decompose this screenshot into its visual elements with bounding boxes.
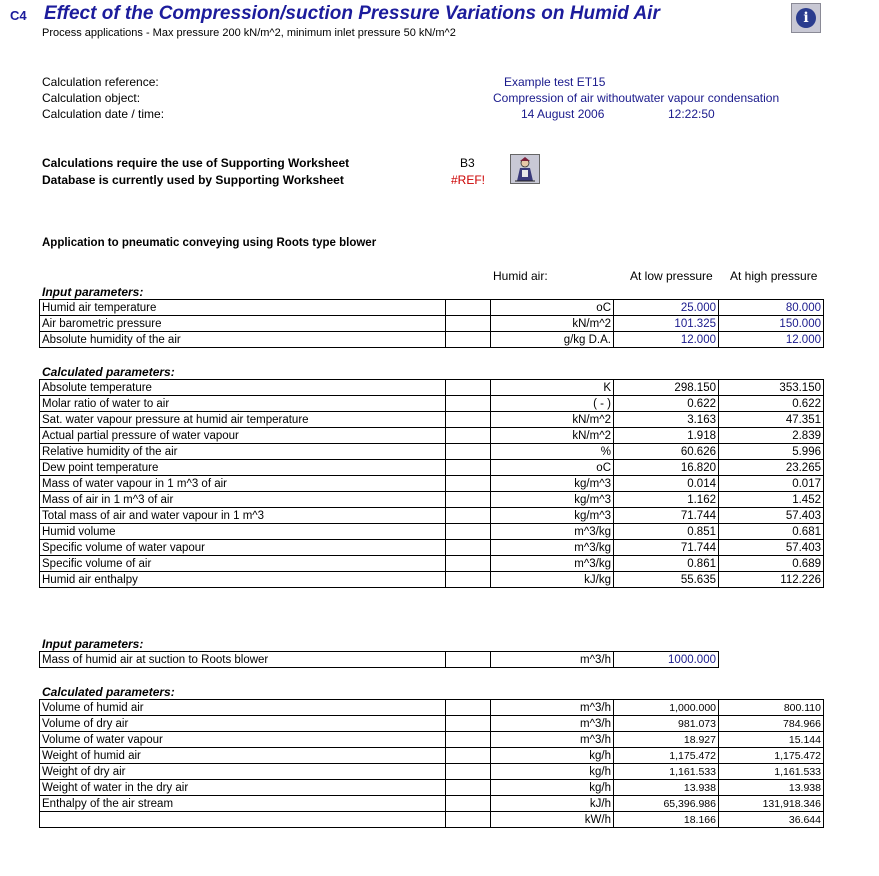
table-row: [40, 412, 824, 428]
value-low-pressure: 1,175.472: [614, 748, 719, 764]
value-low-pressure: 981.073: [614, 716, 719, 732]
table-row: [40, 460, 824, 476]
value-high-pressure: 2.839: [719, 428, 824, 444]
row-spacer: [446, 444, 491, 460]
row-unit: m^3/h: [491, 652, 614, 668]
calc-object-value[interactable]: Compression of air withoutwater vapour condensation: [493, 91, 780, 105]
value-low-pressure: 1.918: [614, 428, 719, 444]
row-label: Humid air enthalpy: [40, 572, 446, 588]
table-row: [40, 444, 824, 460]
table-row: [40, 396, 824, 412]
row-label: Volume of dry air: [40, 716, 446, 732]
calc-ref-label: Calculation reference:: [42, 75, 159, 89]
input-table-2: [39, 651, 719, 668]
table-row: [40, 428, 824, 444]
value-low-pressure: 0.861: [614, 556, 719, 572]
value-low-pressure: 0.851: [614, 524, 719, 540]
input-heading-1: Input parameters:: [42, 285, 144, 299]
row-spacer: [446, 732, 491, 748]
row-label: Enthalpy of the air stream: [40, 796, 446, 812]
table-row: [40, 796, 824, 812]
table-row: [40, 556, 824, 572]
value-high-pressure[interactable]: 150.000: [719, 316, 824, 332]
value-high-pressure: 800.110: [719, 700, 824, 716]
value-low-pressure: 1,000.000: [614, 700, 719, 716]
col-low-pressure: At low pressure: [630, 269, 713, 283]
table-row: [40, 300, 824, 316]
calc-date-label: Calculation date / time:: [42, 107, 165, 121]
value-high-pressure: 1.452: [719, 492, 824, 508]
row-spacer: [446, 780, 491, 796]
page-subtitle: Process applications - Max pressure 200 kN/m^2, minimum inlet pressure 50 kN/m^2: [42, 27, 456, 39]
row-unit: m^3/kg: [491, 540, 614, 556]
row-unit: m^3/kg: [491, 524, 614, 540]
row-label: Mass of water vapour in 1 m^3 of air: [40, 476, 446, 492]
row-spacer: [446, 508, 491, 524]
value-high-pressure: 784.966: [719, 716, 824, 732]
calc-ref-value[interactable]: Example test ET15: [504, 75, 606, 89]
row-label: Humid air temperature: [40, 300, 446, 316]
value-high-pressure: 1,161.533: [719, 764, 824, 780]
table-row: [40, 332, 824, 348]
row-spacer: [446, 812, 491, 828]
row-unit: m^3/h: [491, 716, 614, 732]
value-low-pressure: 18.927: [614, 732, 719, 748]
row-unit: ( - ): [491, 396, 614, 412]
support-line-1: Calculations require the use of Supporting Worksheet: [42, 156, 350, 170]
value-high-pressure: 0.681: [719, 524, 824, 540]
row-label: Air barometric pressure: [40, 316, 446, 332]
value-low-pressure: 0.014: [614, 476, 719, 492]
calc-date-value[interactable]: 14 August 2006: [521, 107, 605, 121]
input-heading-2: Input parameters:: [42, 637, 144, 651]
table-row: [40, 780, 824, 796]
row-unit: oC: [491, 300, 614, 316]
section-title: Application to pneumatic conveying using Roots type blower: [42, 237, 377, 249]
row-spacer: [446, 492, 491, 508]
table-row: [40, 540, 824, 556]
table-row: [40, 524, 824, 540]
row-unit: kW/h: [491, 812, 614, 828]
row-spacer: [446, 556, 491, 572]
page-title: Effect of the Compression/suction Pressure Variations on Humid Air: [44, 3, 660, 24]
value-high-pressure: 47.351: [719, 412, 824, 428]
row-spacer: [446, 396, 491, 412]
value-low-pressure: 0.622: [614, 396, 719, 412]
row-label: Absolute temperature: [40, 380, 446, 396]
row-spacer: [446, 716, 491, 732]
row-unit: m^3/h: [491, 732, 614, 748]
row-unit: K: [491, 380, 614, 396]
row-spacer: [446, 540, 491, 556]
value-high-pressure: 131,918.346: [719, 796, 824, 812]
value-high-pressure: 112.226: [719, 572, 824, 588]
table-row: [40, 316, 824, 332]
table-row: [40, 716, 824, 732]
table-row: [40, 476, 824, 492]
row-spacer: [446, 572, 491, 588]
table-row: [40, 508, 824, 524]
value-low-pressure: 71.744: [614, 508, 719, 524]
table-row: [40, 748, 824, 764]
col-humid-air: Humid air:: [493, 269, 548, 283]
row-spacer: [446, 300, 491, 316]
row-spacer: [446, 652, 491, 668]
value-low-pressure: 55.635: [614, 572, 719, 588]
worksheet-link-icon[interactable]: [510, 154, 540, 184]
value-low-pressure: 60.626: [614, 444, 719, 460]
row-spacer: [446, 412, 491, 428]
calc-heading-1: Calculated parameters:: [42, 365, 175, 379]
row-label: Specific volume of air: [40, 556, 446, 572]
row-spacer: [446, 524, 491, 540]
table-row: [40, 700, 824, 716]
table-row: [40, 732, 824, 748]
row-unit: kg/m^3: [491, 476, 614, 492]
row-spacer: [446, 380, 491, 396]
row-unit: kN/m^2: [491, 412, 614, 428]
table-row: [40, 652, 719, 668]
row-label: Absolute humidity of the air: [40, 332, 446, 348]
value-high-pressure[interactable]: 12.000: [719, 332, 824, 348]
calc-object-label: Calculation object:: [42, 91, 141, 105]
row-unit: kN/m^2: [491, 428, 614, 444]
value-low-pressure: 3.163: [614, 412, 719, 428]
value-low-pressure: 1.162: [614, 492, 719, 508]
table-row: [40, 380, 824, 396]
row-label: Mass of air in 1 m^3 of air: [40, 492, 446, 508]
value-low-pressure: 1,161.533: [614, 764, 719, 780]
row-unit: kg/h: [491, 764, 614, 780]
row-label: Total mass of air and water vapour in 1 m^3: [40, 508, 446, 524]
row-label: Relative humidity of the air: [40, 444, 446, 460]
row-unit: kJ/h: [491, 796, 614, 812]
row-label: Weight of dry air: [40, 764, 446, 780]
row-unit: oC: [491, 460, 614, 476]
row-label: Actual partial pressure of water vapour: [40, 428, 446, 444]
value-low-pressure: 16.820: [614, 460, 719, 476]
row-label: Mass of humid air at suction to Roots blower: [40, 652, 446, 668]
info-button[interactable]: [791, 3, 821, 33]
row-label: Sat. water vapour pressure at humid air temperature: [40, 412, 446, 428]
row-spacer: [446, 476, 491, 492]
value-low-pressure[interactable]: 1000.000: [614, 652, 719, 668]
value-high-pressure: 23.265: [719, 460, 824, 476]
value-low-pressure: 13.938: [614, 780, 719, 796]
row-label: Molar ratio of water to air: [40, 396, 446, 412]
row-spacer: [446, 796, 491, 812]
calc-table-1: [39, 379, 824, 588]
table-row: [40, 572, 824, 588]
table-row: [40, 764, 824, 780]
row-label: Humid volume: [40, 524, 446, 540]
row-spacer: [446, 428, 491, 444]
value-high-pressure: 13.938: [719, 780, 824, 796]
row-label: Volume of humid air: [40, 700, 446, 716]
row-label: Volume of water vapour: [40, 732, 446, 748]
sheet-code: C4: [10, 8, 27, 23]
value-low-pressure: 71.744: [614, 540, 719, 556]
calc-heading-2: Calculated parameters:: [42, 685, 175, 699]
value-high-pressure: 57.403: [719, 540, 824, 556]
row-label: Specific volume of water vapour: [40, 540, 446, 556]
calc-table-2: [39, 699, 824, 828]
value-high-pressure: 1,175.472: [719, 748, 824, 764]
value-high-pressure: 5.996: [719, 444, 824, 460]
info-icon: i: [796, 8, 816, 28]
row-unit: kg/h: [491, 748, 614, 764]
value-low-pressure: 65,396.986: [614, 796, 719, 812]
input-table-1: [39, 299, 824, 348]
row-spacer: [446, 332, 491, 348]
row-spacer: [446, 700, 491, 716]
value-high-pressure: 0.689: [719, 556, 824, 572]
row-unit: g/kg D.A.: [491, 332, 614, 348]
row-spacer: [446, 316, 491, 332]
row-spacer: [446, 460, 491, 476]
row-spacer: [446, 764, 491, 780]
row-unit: kg/m^3: [491, 492, 614, 508]
row-unit: kg/h: [491, 780, 614, 796]
value-high-pressure: 0.622: [719, 396, 824, 412]
row-unit: m^3/kg: [491, 556, 614, 572]
value-low-pressure: 298.150: [614, 380, 719, 396]
row-unit: %: [491, 444, 614, 460]
row-unit: kN/m^2: [491, 316, 614, 332]
row-unit: m^3/h: [491, 700, 614, 716]
table-row: [40, 812, 824, 828]
value-high-pressure: 57.403: [719, 508, 824, 524]
value-high-pressure: 353.150: [719, 380, 824, 396]
row-label: Weight of humid air: [40, 748, 446, 764]
row-unit: kg/m^3: [491, 508, 614, 524]
value-high-pressure: 36.644: [719, 812, 824, 828]
support-line-2: Database is currently used by Supporting Worksheet: [42, 173, 344, 187]
value-low-pressure[interactable]: 101.325: [614, 316, 719, 332]
value-low-pressure: 18.166: [614, 812, 719, 828]
value-high-pressure: 15.144: [719, 732, 824, 748]
calc-time-value[interactable]: 12:22:50: [668, 107, 715, 121]
col-high-pressure: At high pressure: [730, 269, 818, 283]
value-high-pressure: 0.017: [719, 476, 824, 492]
row-label: Weight of water in the dry air: [40, 780, 446, 796]
value-high-pressure[interactable]: 80.000: [719, 300, 824, 316]
value-low-pressure[interactable]: 12.000: [614, 332, 719, 348]
support-db-ref: #REF!: [451, 173, 486, 187]
value-low-pressure[interactable]: 25.000: [614, 300, 719, 316]
row-unit: kJ/kg: [491, 572, 614, 588]
row-label: [40, 812, 446, 828]
row-spacer: [446, 748, 491, 764]
support-worksheet-code: B3: [460, 156, 475, 170]
row-label: Dew point temperature: [40, 460, 446, 476]
table-row: [40, 492, 824, 508]
